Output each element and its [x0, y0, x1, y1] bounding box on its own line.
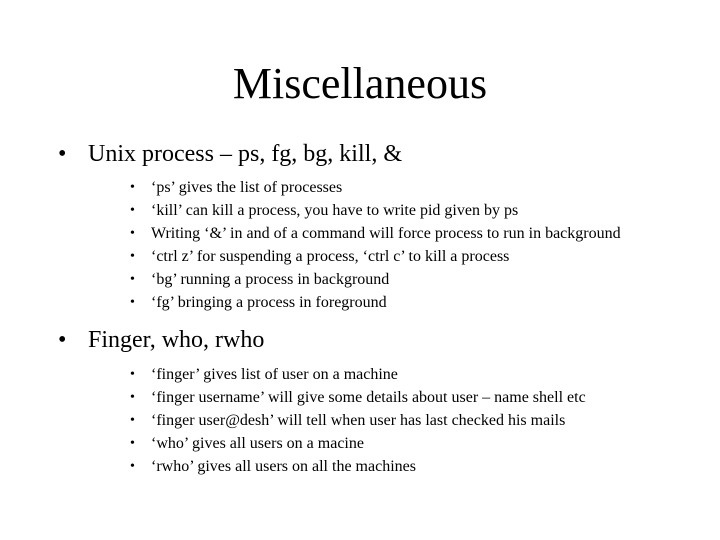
- list-item: [0, 366, 720, 383]
- bullet-icon: •: [130, 226, 135, 241]
- bullet-icon: •: [130, 390, 135, 405]
- list-item-text: ‘fg’ bringing a process in foreground: [151, 294, 387, 311]
- bullet-icon: •: [58, 327, 67, 353]
- list-item: [0, 225, 720, 242]
- bullet-icon: •: [130, 367, 135, 382]
- bullet-icon: •: [130, 413, 135, 428]
- bullet-icon: •: [130, 436, 135, 451]
- list-item: [0, 271, 720, 288]
- sub-bullet-list: [0, 179, 720, 311]
- slide-title: Miscellaneous: [232, 59, 488, 108]
- list-item: [0, 458, 720, 475]
- list-item-text: ‘kill’ can kill a process, you have to write pid given by ps: [151, 202, 519, 219]
- list-item: [0, 248, 720, 265]
- list-item: [0, 294, 720, 311]
- main-bullet: [0, 140, 720, 168]
- list-item-text: Writing ‘&’ in and of a command will force process to run in background: [151, 225, 621, 242]
- bullet-icon: •: [130, 249, 135, 264]
- list-item-text: ‘finger user@desh’ will tell when user has last checked his mails: [151, 412, 566, 429]
- list-item: [0, 435, 720, 452]
- bullet-icon: •: [130, 272, 135, 287]
- section-finger: [0, 326, 720, 481]
- list-item: [0, 202, 720, 219]
- list-item-text: ‘ctrl z’ for suspending a process, ‘ctrl c’ to kill a process: [151, 248, 510, 265]
- section-unix-process: [0, 140, 720, 317]
- bullet-icon: •: [58, 141, 67, 167]
- list-item-text: ‘who’ gives all users on a macine: [151, 435, 364, 452]
- list-item-text: ‘finger’ gives list of user on a machine: [151, 366, 398, 383]
- list-item-text: ‘finger username’ will give some details about user – name shell etc: [151, 389, 586, 406]
- list-item-text: ‘rwho’ gives all users on all the machines: [151, 458, 416, 475]
- main-bullet: [0, 326, 720, 354]
- bullet-icon: •: [130, 203, 135, 218]
- bullet-icon: •: [130, 295, 135, 310]
- list-item: [0, 389, 720, 406]
- bullet-icon: •: [130, 180, 135, 195]
- list-item: [0, 412, 720, 429]
- main-bullet-text: Unix process – ps, fg, bg, kill, &: [88, 141, 402, 167]
- bullet-icon: •: [130, 459, 135, 474]
- list-item-text: ‘ps’ gives the list of processes: [151, 179, 343, 196]
- list-item-text: ‘bg’ running a process in background: [151, 271, 390, 288]
- list-item: [0, 179, 720, 196]
- sub-bullet-list: [0, 366, 720, 475]
- main-bullet-text: Finger, who, rwho: [88, 327, 265, 353]
